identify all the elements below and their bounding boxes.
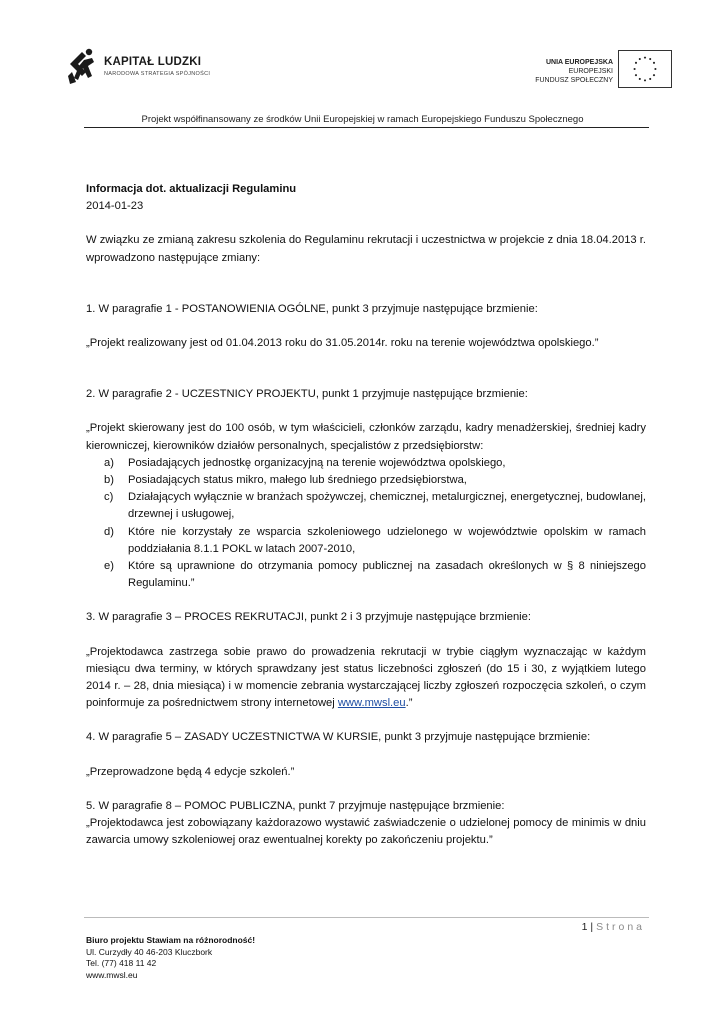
list-item-text: Które są uprawnione do otrzymania pomocy publicznej na zasadach określonych w § 8 niniejszego Regulaminu.” — [128, 560, 646, 590]
section-3-text — [86, 644, 646, 713]
document-date: 2014-01-23 — [86, 200, 144, 213]
website-link[interactable]: www.mwsl.eu — [337, 697, 406, 710]
page-number — [582, 921, 645, 933]
footer-divider — [84, 917, 649, 918]
section-5-heading: 5. W paragrafie 8 – POMOC PUBLICZNA, punkt 7 przyjmuje następujące brzmienie: — [86, 799, 505, 812]
kapital-ludzki-title: KAPITAŁ LUDZKI — [104, 56, 202, 68]
list-marker: b) — [104, 474, 114, 487]
kapital-ludzki-logo — [66, 46, 216, 88]
section-3-body: „Projektodawca zastrzega sobie prawo do prowadzenia rekrutacji w trybie ciągłym wyznaczając w każdym miesiącu dwa terminy, w których sprawdzany jest status liczebności zgłoszeń (do 15 i 30, z wyjątkiem lutego 2014 r. – 28, dnia miesiąca) i w momencie zebrania wystarczającej liczby zgłoszeń rozpoczęcia szkoleń, o czym poinformuje za pośrednictwem strony internetowej — [86, 645, 646, 710]
list-item-text: Posiadających jednostkę organizacyjną na terenie województwa opolskiego, — [128, 456, 506, 469]
list-marker: e) — [104, 560, 114, 573]
list-marker: c) — [104, 491, 114, 504]
list-item-text: Które nie korzystały ze wsparcia szkoleniowego udzielonego w województwie opolskim w ramach poddziałania 8.1.1 POKL w latach 2007-2010, — [128, 525, 646, 555]
section-1-heading: 1. W paragrafie 1 - POSTANOWIENIA OGÓLNE, punkt 3 przyjmuje następujące brzmienie: — [86, 302, 538, 315]
header-divider — [84, 127, 649, 128]
page-number-label: Strona — [596, 921, 645, 933]
section-1-text: „Projekt realizowany jest od 01.04.2013 roku do 31.05.2014r. roku na terenie województwa opolskiego.” — [86, 337, 599, 350]
footer-website: www.mwsl.eu — [86, 969, 138, 980]
list-marker: a) — [104, 456, 114, 469]
list-marker: d) — [104, 525, 114, 538]
list-item — [86, 455, 646, 472]
header-caption: Projekt współfinansowany ze środków Unii Europejskiej w ramach Europejskiego Funduszu Społecznego — [141, 114, 584, 125]
eu-line-1: UNIA EUROPEJSKA — [545, 59, 613, 66]
footer-contact — [86, 935, 255, 981]
section-2-heading: 2. W paragrafie 2 - UCZESTNICY PROJEKTU, punkt 1 przyjmuje następujące brzmienie: — [86, 388, 528, 401]
section-4-heading: 4. W paragrafie 5 – ZASADY UCZESTNICTWA W KURSIE, punkt 3 przyjmuje następujące brzmienie: — [86, 731, 591, 744]
document-body — [86, 181, 646, 849]
section-3-heading: 3. W paragrafie 3 – PROCES REKRUTACJI, punkt 2 i 3 przyjmuje następujące brzmienie: — [86, 611, 531, 624]
kapital-ludzki-subtitle: NARODOWA STRATEGIA SPÓJNOŚCI — [104, 71, 211, 77]
list-item-text: Działających wyłącznie w branżach spożywczej, chemicznej, metalurgicznej, energetycznej, budowlanej, drzewnej i usługowej, — [128, 491, 646, 521]
page-number-separator: | — [590, 921, 594, 933]
section-5-text: „Projektodawca jest zobowiązany każdorazowo wystawić zaświadczenie o udzielonej pomocy de minimis w dniu zawarcia umowy szkoleniowej oraz ewentualnej korekty po zakończeniu projektu.” — [86, 817, 646, 847]
list-item — [86, 524, 646, 558]
intro-paragraph: W związku ze zmianą zakresu szkolenia do Regulaminu rekrutacji i uczestnictwa w projekcie z dnia 18.04.2013 r. wprowadzono następujące zmiany: — [86, 234, 646, 264]
document-title: Informacja dot. aktualizacji Regulaminu — [86, 183, 297, 195]
list-item — [86, 558, 646, 592]
eu-flag-icon — [618, 50, 672, 88]
eu-logo-text — [493, 58, 613, 85]
footer-phone: Tel. (77) 418 11 42 — [86, 958, 157, 968]
section-2-list — [86, 455, 646, 593]
list-item — [86, 472, 646, 489]
footer-office: Biuro projektu Stawiam na różnorodność! — [86, 935, 256, 945]
list-item-text: Posiadających status mikro, małego lub średniego przedsiębiorstwa, — [128, 474, 467, 487]
section-4-text: „Przeprowadzone będą 4 edycje szkoleń.” — [86, 765, 295, 778]
list-item — [86, 489, 646, 523]
eu-line-2: EUROPEJSKI — [568, 68, 613, 75]
kapital-ludzki-emblem-icon — [66, 46, 98, 86]
page-number-value: 1 — [581, 921, 588, 933]
section-2-text: „Projekt skierowany jest do 100 osób, w tym właścicieli, członków zarządu, kadry menadżerskiej, średniej kadry kierowniczej, kierowników działów personalnych, specjalistów z przedsiębiorstw: — [86, 422, 646, 452]
eu-line-3: FUNDUSZ SPOŁECZNY — [535, 77, 613, 84]
section-3-end: .” — [405, 697, 413, 710]
footer-address: Ul. Curzydły 40 46-203 Kluczbork — [86, 946, 213, 957]
